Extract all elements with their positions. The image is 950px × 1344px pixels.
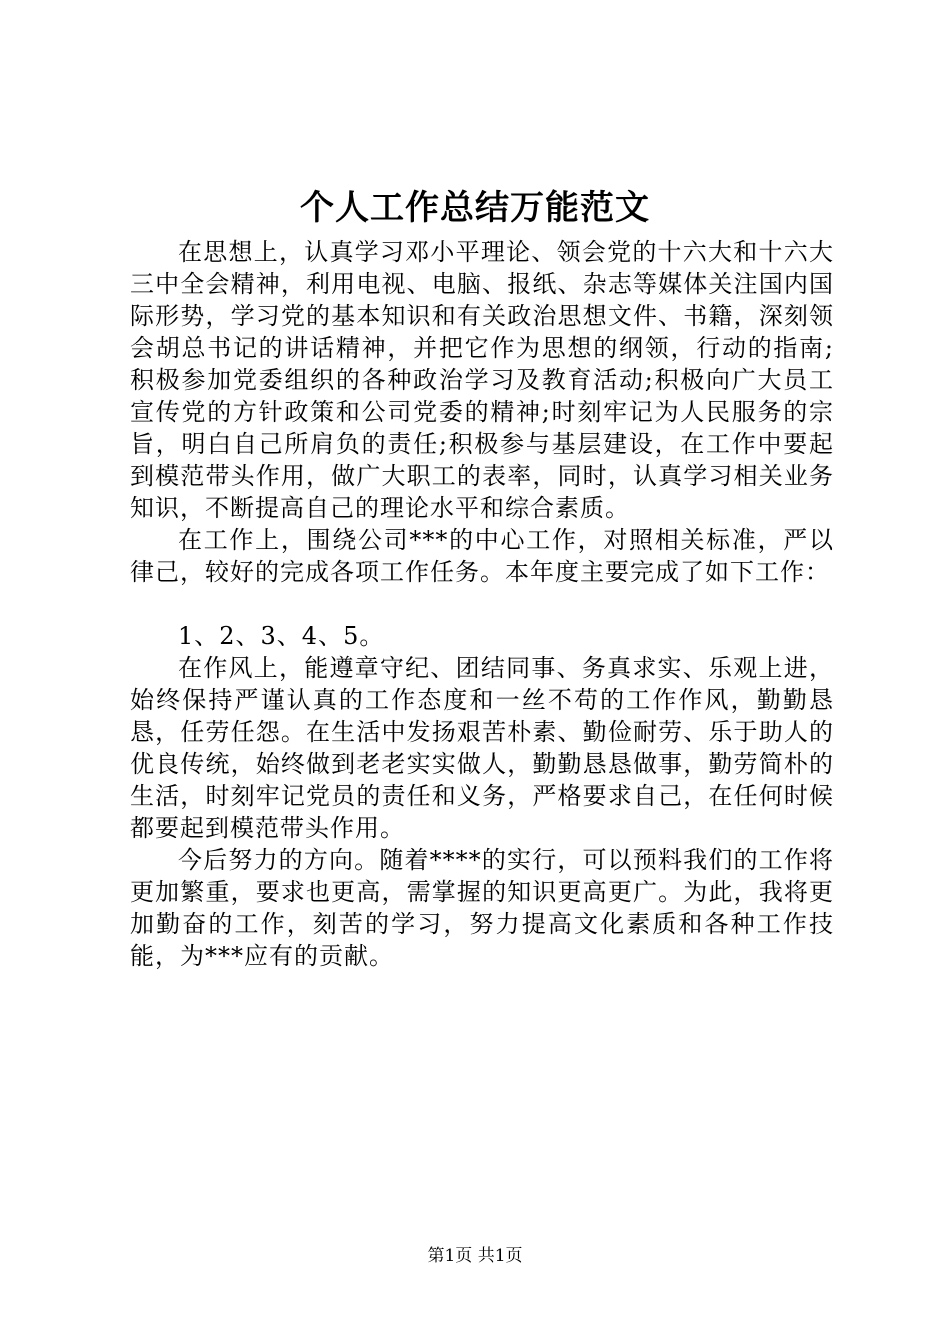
document-title: 个人工作总结万能范文 [300, 188, 650, 228]
paragraph-future: 今后努力的方向。随着****的实行，可以预料我们的工作将更加繁重，要求也更高，需掌握的知识更高更广。为此，我将更加勤奋的工作，刻苦的学习，努力提高文化素质和各种工作技能，为***应有的贡献。 [130, 846, 834, 970]
paragraph-style: 在作风上，能遵章守纪、团结同事、务真求实、乐观上进，始终保持严谨认真的工作态度和一丝不苟的工作作风，勤勤恳恳，任劳任怨。在生活中发扬艰苦朴素、勤俭耐劳、乐于助人的优良传统，始终做到老老实实做人，勤勤恳恳做事，勤劳简朴的生活，时刻牢记党员的责任和义务，严格要求自己，在任何时候都要起到模范带头作用。 [130, 654, 834, 842]
paragraph-work: 在工作上，围绕公司***的中心工作，对照相关标准，严以律己，较好的完成各项工作任务。本年度主要完成了如下工作： [130, 526, 834, 586]
paragraph-ideology: 在思想上，认真学习邓小平理论、领会党的十六大和十六大三中全会精神，利用电视、电脑、报纸、杂志等媒体关注国内国际形势，学习党的基本知识和有关政治思想文件、书籍，深刻领会胡总书记的讲话精神，并把它作为思想的纲领，行动的指南;积极参加党委组织的各种政治学习及教育活动;积极向广大员工宣传党的方针政策和公司党委的精神;时刻牢记为人民服务的宗旨，明白自己所肩负的责任;积极参与基层建设，在工作中要起到模范带头作用，做广大职工的表率，同时，认真学习相关业务知识，不断提高自己的理论水平和综合素质。 [130, 238, 834, 522]
page-footer: 第1页 共1页 [427, 1246, 523, 1266]
document-body [130, 236, 834, 972]
paragraph-work-list: 1、2、3、4、5。 [178, 622, 385, 650]
